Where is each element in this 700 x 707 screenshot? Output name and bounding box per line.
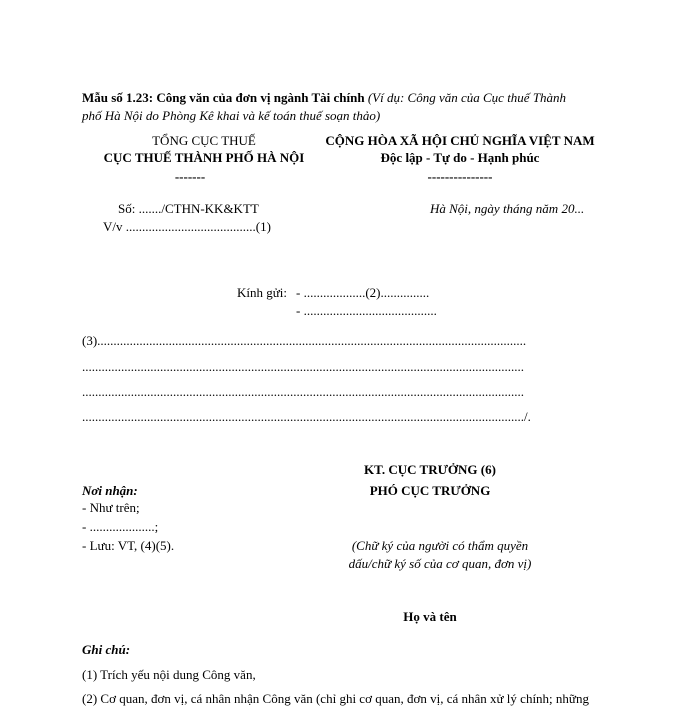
org-divider: ------- [174, 169, 206, 184]
signer-title: KT. CỤC TRƯỞNG (6) [364, 462, 496, 477]
recipient-label: Kính gửi: [237, 285, 288, 300]
receiver-item: - Như trên; [82, 500, 140, 515]
note-item: (2) Cơ quan, đơn vị, cá nhân nhận Công văn (chỉ ghi cơ quan, đơn vị, cá nhân xử lý chính; những [82, 691, 589, 706]
receiver-item: - ....................; [82, 519, 159, 534]
recipient-line: - ...................(2)............... [296, 285, 430, 300]
signer-name: Họ và tên [403, 609, 457, 624]
document-number: Số: ......./CTHN-KK&KTT [118, 201, 259, 216]
form-title [82, 90, 566, 106]
body-line: ........................................................................................................................................ [82, 384, 524, 399]
document-subject: V/v ........................................(1) [103, 219, 271, 234]
place-date: Hà Nội, ngày tháng năm 20... [430, 201, 585, 216]
receiver-item: - Lưu: VT, (4)(5). [82, 538, 175, 553]
nation-title: CỘNG HÒA XÃ HỘI CHỦ NGHĨA VIỆT NAM [325, 133, 595, 148]
parent-org-name: TỔNG CỤC THUẾ [152, 133, 256, 148]
body-line: ......................................................................................................................................../. [82, 409, 531, 424]
recipient-line: - ......................................... [296, 303, 437, 318]
signature-note: (Chữ ký của người có thẩm quyền [351, 538, 529, 553]
form-title-bold: Mẫu số 1.23: Công văn của đơn vị ngành Tài chính [82, 90, 365, 105]
note-item: (1) Trích yếu nội dung Công văn, [82, 667, 256, 682]
signature-note: dấu/chữ ký số của cơ quan, đơn vị) [348, 556, 532, 571]
signer-position: PHÓ CỤC TRƯỞNG [369, 483, 491, 498]
form-title-example: (Ví dụ: Công văn của Cục thuế Thành [367, 90, 567, 105]
receivers-label: Nơi nhận: [82, 483, 138, 498]
notes-label: Ghi chú: [82, 642, 131, 657]
motto-divider: --------------- [427, 169, 493, 184]
body-line: (3).................................................................................................................................... [82, 333, 527, 348]
form-title-example-cont: phố Hà Nội do Phòng Kê khai và kế toán thuế soạn thảo) [82, 108, 381, 123]
body-line: ........................................................................................................................................ [82, 359, 524, 374]
nation-motto: Độc lập - Tự do - Hạnh phúc [380, 150, 540, 165]
org-name: CỤC THUẾ THÀNH PHỐ HÀ NỘI [103, 150, 305, 165]
